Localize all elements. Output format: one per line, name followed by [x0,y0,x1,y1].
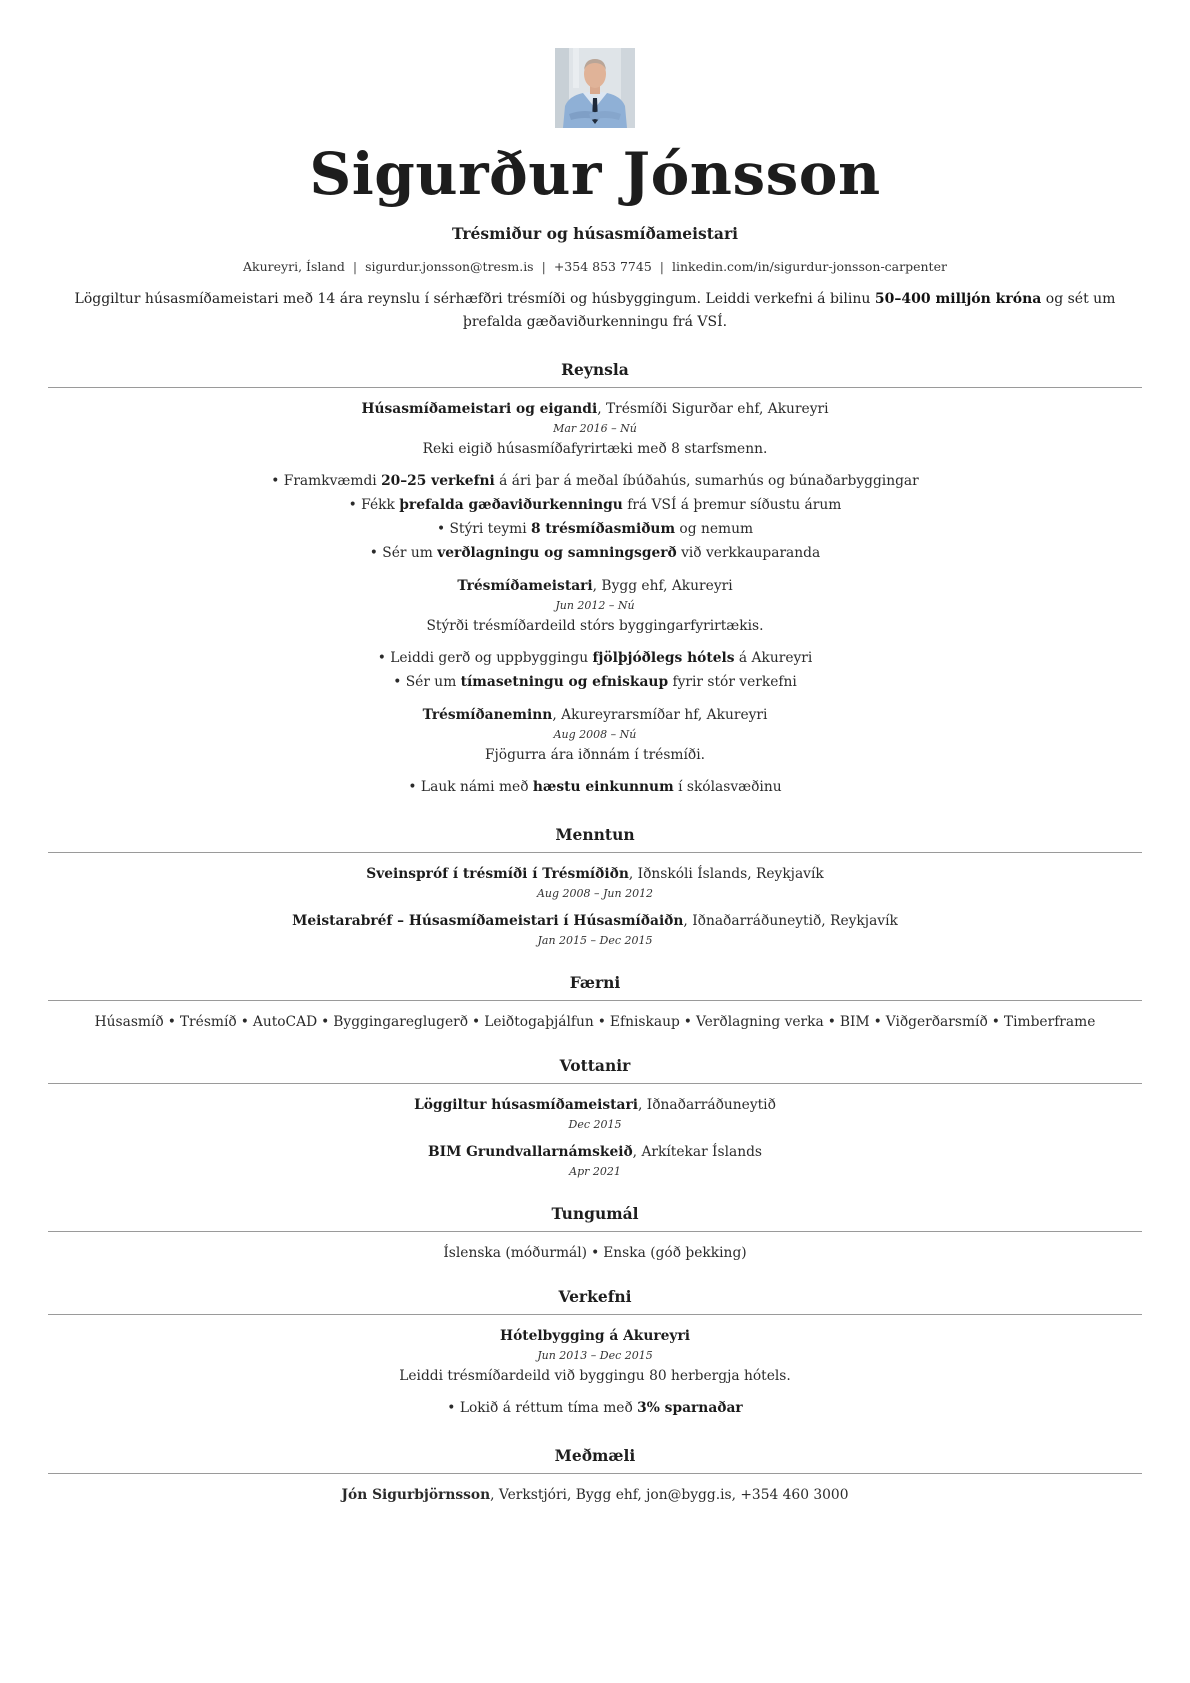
bullet-highlight: 3% sparnaðar [637,1400,743,1416]
bullet-item [48,541,1142,565]
references-section [48,1446,1142,1503]
entry-role: Sveinspróf í trésmíði í Trésmíðiðn [366,866,629,882]
entry-date: Mar 2016 – Nú [553,422,637,435]
bullet-highlight: fjölþjóðlegs hótels [592,650,735,666]
bullet-text: í skólasvæðinu [673,779,782,795]
education-section [48,825,1142,947]
bullet-highlight: tímasetningu og efniskaup [460,674,669,690]
entry-org: , Bygg ehf, Akureyri [592,578,733,594]
entry-org: , Arkítekar Íslands [632,1144,763,1160]
section-divider [48,1314,1142,1315]
bullet-text: • Leiddi gerð og uppbyggingu [377,650,593,666]
bullet-highlight: þrefalda gæðaviðurkenningu [399,497,623,513]
entry-description: Leiddi trésmíðardeild við byggingu 80 herbergja hótels. [399,1368,791,1384]
contact-separator: | [659,259,664,274]
entry-heading [48,1097,1142,1113]
skills-list [48,1014,1142,1030]
job-title: Trésmiður og húsasmíðameistari [451,224,739,243]
bullet-highlight: verðlagningu og samningsgerð [437,545,677,561]
bullet-separator: • [472,1014,481,1030]
skill-item: Verðlagning verka [695,1014,824,1030]
experience-entry [48,578,1142,694]
skill-item: Timberframe [1003,1014,1096,1030]
bullet-text: við verkkauparanda [676,545,821,561]
entry-heading [48,578,1142,594]
bullet-item [48,775,1142,799]
bullet-text: • Stýri teymi [436,521,532,537]
skill-item: Efniskaup [609,1014,680,1030]
entry-heading [48,1328,1142,1344]
bullet-highlight: 8 trésmíðasmiðum [531,521,676,537]
contact-linkedin[interactable]: linkedin.com/in/sigurdur-jonsson-carpenter [672,259,947,274]
section-divider [48,387,1142,388]
entry-heading [48,707,1142,723]
bullet-text: fyrir stór verkefni [668,674,797,690]
section-divider [48,1000,1142,1001]
bullet-text: • Sér um [369,545,438,561]
skill-item: BIM [839,1014,870,1030]
bullet-separator: • [683,1014,692,1030]
section-title: Reynsla [561,360,629,379]
entry-description: Reki eigið húsasmíðafyrirtæki með 8 starfsmenn. [422,441,768,457]
section-title: Menntun [555,825,635,844]
entry-role: Hótelbygging á Akureyri [500,1328,690,1344]
entry-role: Löggiltur húsasmíðameistari [414,1097,638,1113]
entry-role: Húsasmíðameistari og eigandi [361,401,598,417]
bullet-text: frá VSÍ á þremur síðustu árum [622,497,842,513]
skill-item: Leiðtogaþjálfun [484,1014,594,1030]
section-title: Vottanir [559,1056,631,1075]
bullet-text: • Lauk námi með [408,779,533,795]
bullet-item [48,1396,1142,1420]
section-title: Færni [569,973,621,992]
bullet-text: • Fékk [348,497,400,513]
entry-date: Jan 2015 – Dec 2015 [537,934,653,947]
profile-summary [48,288,1142,334]
contact-line [48,259,1142,274]
entry-org: , Akureyrarsmíðar hf, Akureyri [552,707,768,723]
skill-item: AutoCAD [252,1014,318,1030]
bullet-item [48,670,1142,694]
summary-text: Löggiltur húsasmíðameistari með 14 ára reynslu í sérhæfðri trésmíði og húsbyggingum. Leiddi verkefni á bilinu [74,291,875,307]
bullet-separator: • [827,1014,836,1030]
bullet-separator: • [240,1014,249,1030]
bullet-text: á Akureyri [734,650,813,666]
entry-date: Jun 2012 – Nú [555,599,635,612]
reference-entry [48,1487,1142,1503]
languages-list [48,1245,1142,1261]
reference-details: , Verkstjóri, Bygg ehf, jon@bygg.is, +354 460 3000 [490,1487,849,1503]
bullet-separator: • [321,1014,330,1030]
profile-photo [555,48,635,128]
contact-location: Akureyri, Ísland [243,259,345,274]
bullet-text: á ári þar á meðal íbúðahús, sumarhús og búnaðarbyggingar [494,473,919,489]
experience-entry [48,707,1142,799]
bullet-separator: • [167,1014,176,1030]
reference-name: Jón Sigurbjörnsson [341,1487,491,1503]
bullet-text: og nemum [675,521,754,537]
entry-role: Meistarabréf – Húsasmíðameistari í Húsasmíðaiðn [292,913,684,929]
certification-entry [48,1097,1142,1131]
entry-heading [48,913,1142,929]
entry-heading [48,1144,1142,1160]
contact-email[interactable]: sigurdur.jonsson@tresm.is [365,259,534,274]
section-title: Meðmæli [554,1446,636,1465]
entry-date: Jun 2013 – Dec 2015 [537,1349,653,1362]
bullet-separator: • [597,1014,606,1030]
experience-section [48,360,1142,799]
summary-highlight: 50–400 milljón króna [874,291,1042,307]
entry-bullets [48,1396,1142,1420]
education-entry [48,866,1142,900]
candidate-name: Sigurður Jónsson [309,140,881,208]
certification-entry [48,1144,1142,1178]
section-divider [48,852,1142,853]
bullet-text: • Lokið á réttum tíma með [447,1400,638,1416]
skill-item: Viðgerðarsmíð [885,1014,988,1030]
bullet-separator: • [991,1014,1000,1030]
contact-phone[interactable]: +354 853 7745 [553,259,652,274]
entry-date: Aug 2008 – Nú [553,728,637,741]
skills-section [48,973,1142,1030]
education-entry [48,913,1142,947]
entry-role: BIM Grundvallarnámskeið [427,1144,633,1160]
contact-separator: | [541,259,546,274]
skill-item: Trésmíð [179,1014,237,1030]
entry-heading [48,866,1142,882]
projects-section [48,1287,1142,1420]
section-divider [48,1083,1142,1084]
entry-role: Trésmíðaneminn [422,707,553,723]
section-title: Verkefni [558,1287,632,1306]
skill-item: Byggingareglugerð [333,1014,469,1030]
bullet-text: • Framkvæmdi [271,473,382,489]
entry-date: Dec 2015 [568,1118,622,1131]
project-entry [48,1328,1142,1420]
entry-date: Aug 2008 – Jun 2012 [536,887,654,900]
bullet-highlight: hæstu einkunnum [532,779,674,795]
section-divider [48,1231,1142,1232]
bullet-highlight: 20–25 verkefni [381,473,495,489]
certifications-section [48,1056,1142,1178]
entry-description: Fjögurra ára iðnnám í trésmíði. [484,747,706,763]
entry-bullets [48,469,1142,565]
language-item: Enska (góð þekking) [603,1245,747,1261]
languages-section [48,1204,1142,1261]
bullet-separator: • [873,1014,882,1030]
bullet-item [48,517,1142,541]
language-item: Íslenska (móðurmál) [443,1245,588,1261]
entry-description: Stýrði trésmíðardeild stórs byggingarfyrirtækis. [426,618,764,634]
bullet-text: • Sér um [393,674,461,690]
skill-item: Húsasmíð [94,1014,164,1030]
bullet-item [48,493,1142,517]
bullet-separator: • [591,1245,600,1261]
entry-org: , Iðnskóli Íslands, Reykjavík [628,866,824,882]
entry-org: , Trésmíði Sigurðar ehf, Akureyri [597,401,829,417]
summary-text: og sét um þrefalda gæðaviðurkenningu frá VSÍ. [462,291,1116,330]
entry-role: Trésmíðameistari [457,578,593,594]
entry-date: Apr 2021 [569,1165,621,1178]
bullet-item [48,646,1142,670]
contact-separator: | [352,259,358,274]
entry-heading [48,401,1142,417]
entry-org: , Iðnaðarráðuneytið [638,1097,776,1113]
bullet-item [48,469,1142,493]
entry-bullets [48,775,1142,799]
section-divider [48,1473,1142,1474]
experience-entry [48,401,1142,565]
photo-wrapper [48,48,1142,128]
entry-org: , Iðnaðarráðuneytið, Reykjavík [683,913,898,929]
entry-bullets [48,646,1142,694]
section-title: Tungumál [551,1204,639,1223]
